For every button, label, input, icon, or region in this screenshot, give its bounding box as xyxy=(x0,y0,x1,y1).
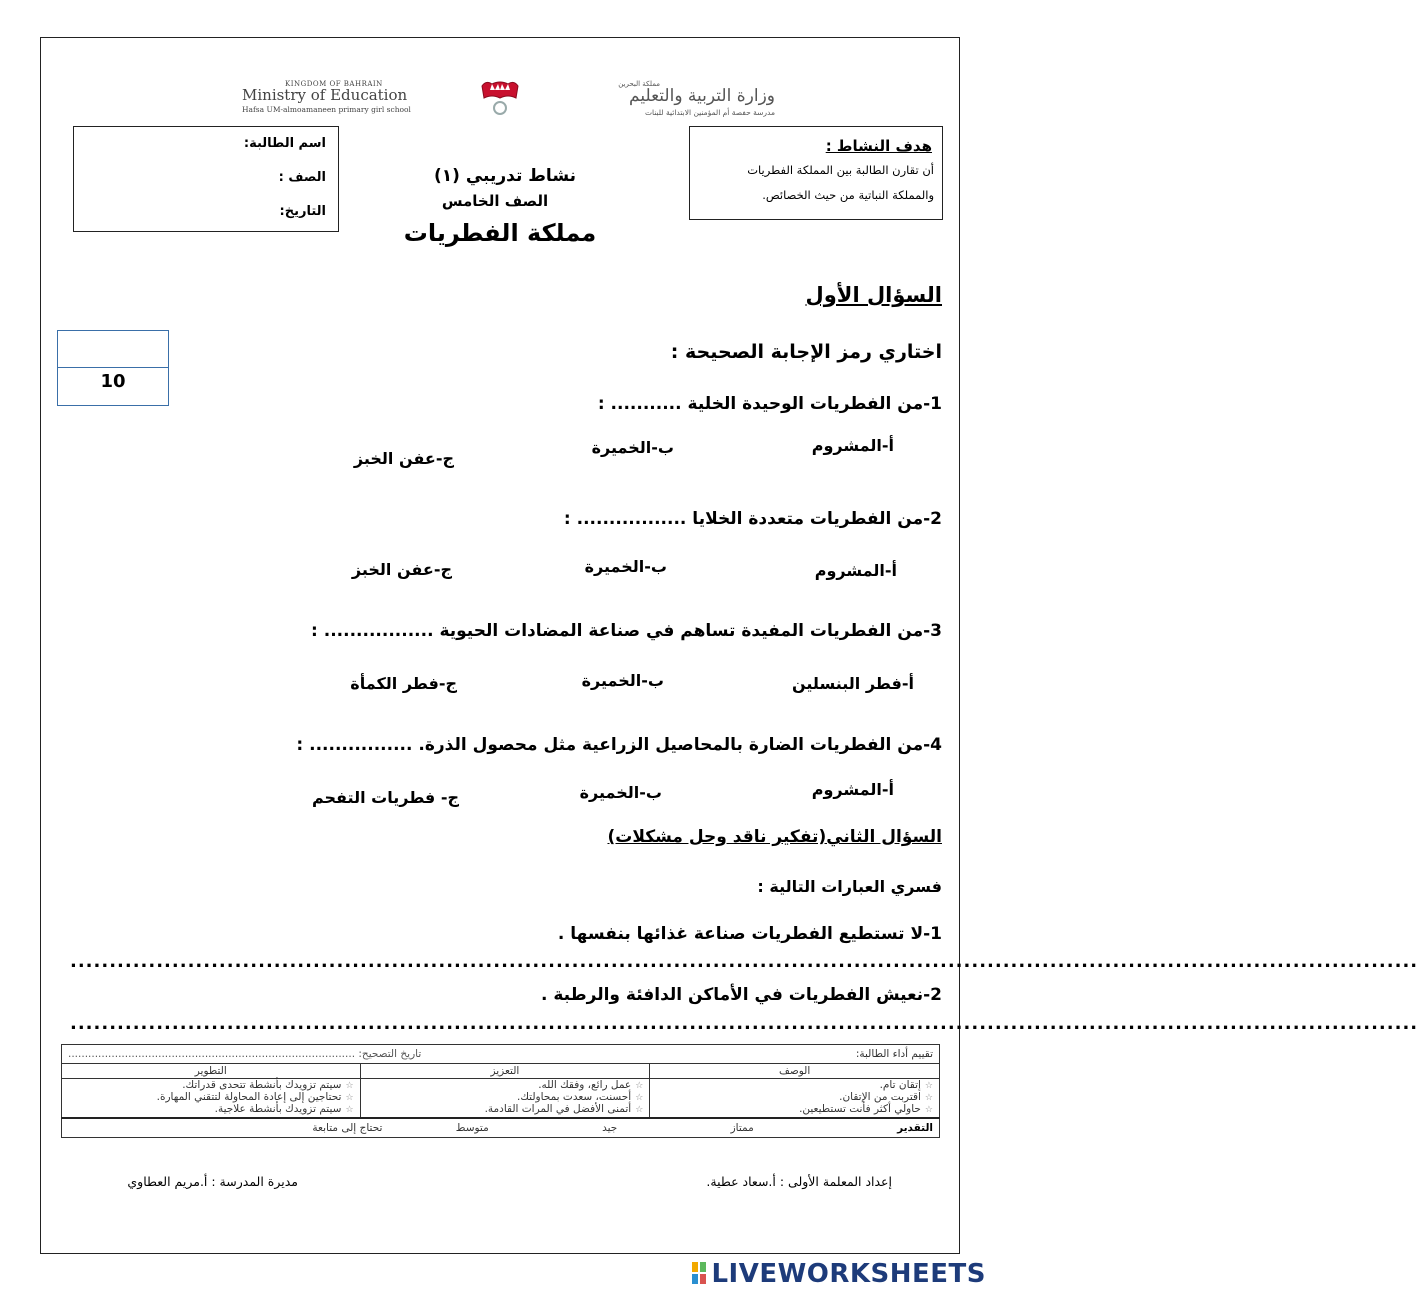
q1-item-4-option-b[interactable]: ب-الخميرة xyxy=(579,783,662,802)
descriptions-cell xyxy=(650,1079,940,1119)
col-description: الوصف xyxy=(650,1064,940,1079)
school-en: Hafsa UM-almoamaneen primary girl school xyxy=(242,105,411,114)
performance-label: تقييم أداء الطالبة: xyxy=(855,1048,933,1060)
star-icon: ☆ xyxy=(924,1081,933,1091)
star-icon: ☆ xyxy=(924,1093,933,1103)
star-icon: ☆ xyxy=(345,1105,354,1115)
main-title: مملكة الفطريات xyxy=(403,219,597,247)
q1-item-2-option-a[interactable]: أ-المشروم xyxy=(814,561,897,580)
star-icon: ☆ xyxy=(635,1105,644,1115)
q1-item-3-option-a[interactable]: أ-فطر البنسلين xyxy=(791,674,914,693)
q2-item-2: 2-نعيش الفطريات في الأماكن الدافئة والرطبة . xyxy=(540,985,942,1005)
q2-title: السؤال الثاني(تفكير ناقد وحل مشكلات) xyxy=(607,827,942,847)
star-icon: ☆ xyxy=(345,1093,354,1103)
q1-item-1-option-c[interactable]: ج-عفن الخبز xyxy=(353,449,454,468)
development-3: سيتم تزويدك بأنشطة علاجية. xyxy=(214,1103,342,1115)
reinforcement-2: أحسنت، سعدت بمحاولتك. xyxy=(517,1091,632,1103)
development-1: سيتم تزويدك بأنشطة تتحدى قدراتك. xyxy=(182,1079,342,1091)
school-ar: مدرسة حفصة أم المؤمنين الابتدائية للبنات xyxy=(644,108,775,117)
q1-item-1-option-a[interactable]: أ-المشروم xyxy=(811,436,894,455)
col-reinforcement: التعزيز xyxy=(360,1064,650,1079)
col-development: التطوير xyxy=(62,1064,361,1079)
q1-item-1-option-b[interactable]: ب-الخميرة xyxy=(591,438,674,457)
q2-item-1: 1-لا تستطيع الفطريات صناعة غذائها بنفسها . xyxy=(557,924,942,944)
star-icon: ☆ xyxy=(345,1081,354,1091)
grade-label: التقدير xyxy=(897,1122,933,1134)
bahrain-emblem-icon xyxy=(478,80,522,120)
q1-item-1-stem: 1-من الفطريات الوحيدة الخلية ........... : xyxy=(597,394,942,414)
kingdom-ar: مملكة البحرين xyxy=(618,80,660,88)
grade-needs-followup[interactable]: تحتاج إلى متابعة xyxy=(312,1122,383,1134)
evaluation-table xyxy=(61,1044,940,1138)
student-name-label: اسم الطالبة: xyxy=(243,136,326,151)
q1-item-3-option-b[interactable]: ب-الخميرة xyxy=(581,671,664,690)
reinforcement-1: عمل رائع، وفقك الله. xyxy=(538,1079,632,1091)
goal-line-2: والمملكة النباتية من حيث الخصائص. xyxy=(762,188,934,202)
q1-item-4-option-a[interactable]: أ-المشروم xyxy=(811,780,894,799)
ministry-ar: وزارة التربية والتعليم xyxy=(629,86,775,106)
activity-goal-box xyxy=(689,126,943,220)
student-class-label: الصف : xyxy=(278,170,326,185)
q2-answer-line-2[interactable]: ............................................................................................................................................................................ xyxy=(70,1013,1418,1034)
principal-signature: مديرة المدرسة : أ.مريم العطاوي xyxy=(127,1174,298,1189)
grade-excellent[interactable]: ممتاز xyxy=(730,1122,754,1134)
q1-item-4-stem: 4-من الفطريات الضارة بالمحاصيل الزراعية مثل محصول الذرة. ................ : xyxy=(296,735,942,755)
q1-instruction: اختاري رمز الإجابة الصحيحة : xyxy=(670,341,942,363)
description-1: إتقان تام. xyxy=(879,1079,921,1091)
q1-item-3-stem: 3-من الفطريات المفيدة تساهم في صناعة المضادات الحيوية ................. : xyxy=(311,621,942,641)
student-info-box xyxy=(73,126,339,232)
ministry-en: Ministry of Education xyxy=(242,86,408,104)
q1-item-2-stem: 2-من الفطريات متعددة الخلايا ................. : xyxy=(563,509,942,529)
q1-item-4-option-c[interactable]: ج- فطريات التفحم xyxy=(311,788,459,807)
q1-item-2-option-b[interactable]: ب-الخميرة xyxy=(584,557,667,576)
star-icon: ☆ xyxy=(635,1081,644,1091)
score-box xyxy=(57,330,169,406)
q1-item-2-option-c[interactable]: ج-عفن الخبز xyxy=(351,560,452,579)
q1-title: السؤال الأول xyxy=(805,283,942,307)
activity-title: نشاط تدريبي (١) xyxy=(433,166,576,186)
reinforcements-cell xyxy=(360,1079,650,1119)
goal-line-1: أن تقارن الطالبة بين المملكة الفطريات xyxy=(747,163,934,177)
description-2: اقتربت من الإتقان. xyxy=(839,1091,921,1103)
reinforcement-3: أتمنى الأفضل في المرات القادمة. xyxy=(484,1103,632,1115)
teacher-signature: إعداد المعلمة الأولى : أ.سعاد عطية. xyxy=(706,1174,892,1189)
q2-answer-line-1[interactable]: ............................................................................................................................................................................ xyxy=(70,951,1418,972)
liveworksheets-brand: LIVEWORKSHEETS xyxy=(711,1259,986,1289)
ministry-header xyxy=(240,80,780,120)
development-2: تحتاجين إلى إعادة المحاولة لتتقني المهارة. xyxy=(156,1091,342,1103)
grade-average[interactable]: متوسط xyxy=(455,1122,489,1134)
goal-heading: هدف النشاط : xyxy=(825,137,932,155)
description-3: حاولي أكثر فأنت تستطيعين. xyxy=(799,1103,921,1115)
developments-cell xyxy=(62,1079,361,1119)
star-icon: ☆ xyxy=(924,1105,933,1115)
correction-date-label: تاريخ التصحيح: ...................................................................................... xyxy=(68,1048,422,1060)
q2-instruction: فسري العبارات التالية : xyxy=(757,877,942,896)
q1-item-3-option-c[interactable]: ج-فطر الكمأة xyxy=(350,674,457,693)
score-total: 10 xyxy=(100,371,126,392)
star-icon: ☆ xyxy=(635,1093,644,1103)
grade-title: الصف الخامس xyxy=(441,192,549,210)
kingdom-en: KINGDOM OF BAHRAIN xyxy=(285,80,383,88)
student-date-label: التاريخ: xyxy=(279,204,326,219)
grade-good[interactable]: جيد xyxy=(602,1122,618,1134)
